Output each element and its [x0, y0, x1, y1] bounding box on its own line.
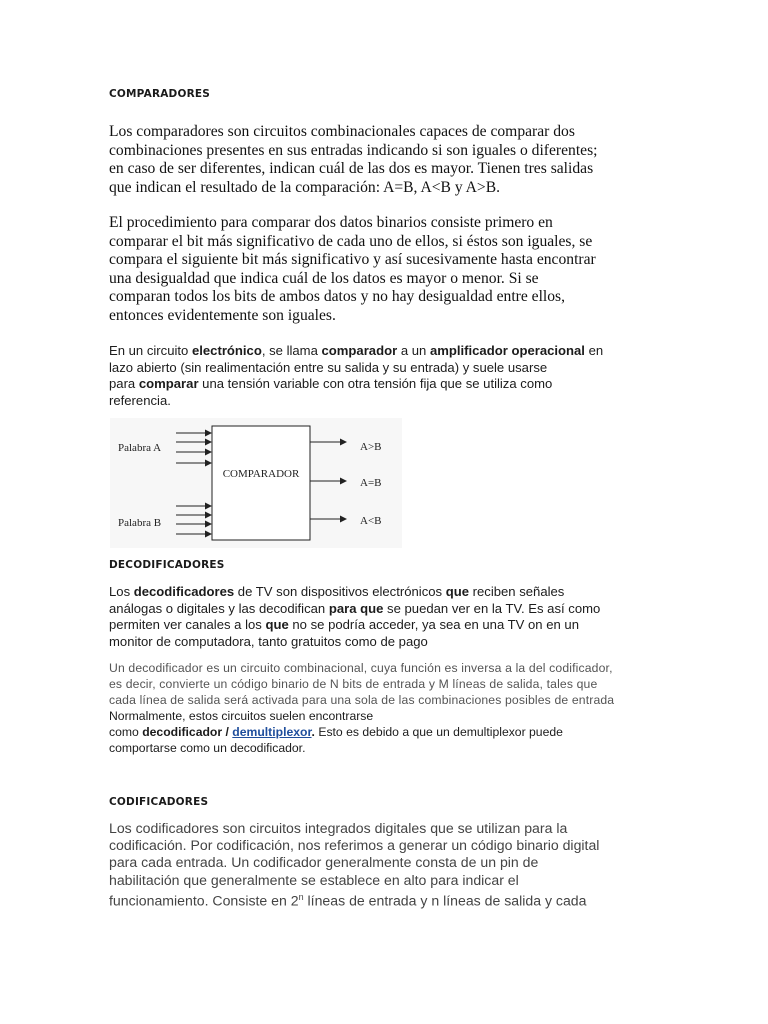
- input-b-label: Palabra B: [118, 517, 162, 529]
- bold-term: que: [445, 584, 469, 599]
- text-line: entonces evidentemente son iguales.: [109, 306, 336, 324]
- text-run: reciben señales: [469, 584, 565, 599]
- text-line: una desigualdad que indica cuál de los datos es mayor o menor. Si se: [109, 269, 539, 287]
- bold-term: electrónico: [191, 343, 262, 358]
- bold-term: decodificador: [142, 725, 223, 739]
- text-line: El procedimiento para comparar dos datos binarios consiste primero en: [109, 214, 553, 231]
- comparadores-paragraph-2: [109, 214, 596, 326]
- bold-term: que: [265, 617, 289, 633]
- text-run: análogas o digitales y las decodifican: [109, 600, 329, 616]
- text-run: como: [109, 725, 143, 739]
- demultiplexor-link[interactable]: demultiplexor: [232, 725, 312, 739]
- text-line: [109, 376, 603, 393]
- text-line: combinaciones presentes en sus entradas indicando si son iguales o diferentes;: [109, 141, 598, 159]
- bold-term: para que: [328, 600, 384, 616]
- text-run: , se llama: [261, 343, 322, 358]
- text-run: no se podría acceder, ya sea en una TV on en un: [288, 617, 579, 633]
- heading-decodificadores: DECODIFICADORES: [109, 559, 225, 571]
- text-line: Un decodificador es un circuito combinacional, cuya función es inversa a la del codificador,: [109, 661, 613, 675]
- text-line: comparar el bit más significativo de cada uno de ellos, si éstos son iguales, se: [109, 232, 593, 250]
- bold-term: comparar: [138, 376, 199, 392]
- comparator-block-label: COMPARADOR: [222, 468, 300, 480]
- text-run: Los: [109, 584, 134, 599]
- text-run: a un: [397, 343, 430, 358]
- text-line: [109, 617, 600, 634]
- text-line: lazo abierto (sin realimentación entre su salida y su entrada) y suele usarse: [109, 359, 548, 375]
- text-run: una tensión variable con otra tensión fija que se utiliza como: [198, 376, 553, 392]
- text-line: codificación. Por codificación, nos referimos a generar un código binario digital: [109, 837, 600, 854]
- bold-term: decodificadores: [133, 584, 235, 599]
- text-line: Los codificadores son circuitos integrados digitales que se utilizan para la: [109, 820, 568, 836]
- heading-comparadores: COMPARADORES: [109, 88, 211, 100]
- text-run: de TV son dispositivos electrónicos: [234, 584, 446, 599]
- decodificadores-paragraph-1: [109, 584, 600, 650]
- text-run: En un circuito: [109, 343, 192, 358]
- text-line: Los comparadores son circuitos combinacionales capaces de comparar dos: [109, 123, 575, 140]
- output-gt-label: A>B: [360, 441, 382, 453]
- text-line: Normalmente, estos circuitos suelen encontrarse: [109, 709, 374, 723]
- text-line: que indican el resultado de la comparación: A=B, A<B y A>B.: [109, 178, 501, 196]
- text-line: comparan todos los bits de ambos datos y no hay desigualdad entre ellos,: [109, 288, 566, 306]
- codificadores-paragraph-1: [109, 820, 599, 910]
- superscript: n: [298, 891, 304, 902]
- text-run: en: [584, 343, 604, 358]
- text-run: se puedan ver en la TV. Es así como: [383, 600, 601, 616]
- text-line: para cada entrada. Un codificador generalmente consta de un pin de: [109, 854, 539, 871]
- text-line: [109, 343, 603, 360]
- text-line: comportarse como un decodificador.: [109, 741, 306, 755]
- output-eq-label: A=B: [360, 477, 382, 489]
- text-line: monitor de computadora, tanto gratuitos como de pago: [109, 633, 428, 649]
- bold-term: amplificador operacional: [429, 343, 585, 358]
- comparator-diagram: [110, 418, 402, 548]
- text-line: [109, 584, 600, 601]
- text-run: .: [311, 725, 315, 739]
- comparadores-paragraph-3: [109, 343, 603, 409]
- text-line: [109, 601, 600, 618]
- text-line: [109, 724, 563, 740]
- text-run: /: [222, 725, 233, 739]
- text-line: compara el siguiente bit más significativo y así sucesivamente hasta encontrar: [109, 251, 596, 269]
- text-line: habilitación que generalmente se establece en alto para indicar el: [109, 871, 519, 888]
- comparator-block: [212, 426, 310, 540]
- text-line: [109, 889, 599, 910]
- heading-codificadores: CODIFICADORES: [109, 796, 209, 808]
- text-run: funcionamiento. Consiste en 2: [109, 892, 299, 909]
- decodificadores-paragraph-3: [109, 708, 563, 756]
- bold-term: comparador: [321, 343, 398, 358]
- text-line: en caso de ser diferentes, indican cuál de las dos es mayor. Tienen tres salidas: [109, 160, 594, 178]
- comparadores-paragraph-1: [109, 123, 597, 197]
- input-a-label: Palabra A: [118, 442, 162, 454]
- text-run: para: [109, 376, 139, 392]
- text-run: líneas de entrada y n líneas de salida y cada: [303, 892, 587, 909]
- text-run: Esto es debido a que un demultiplexor puede: [314, 725, 563, 739]
- text-line: referencia.: [109, 392, 171, 408]
- text-line: cada línea de salida será activada para una sola de las combinaciones posibles de entrada: [109, 693, 615, 708]
- text-line: es decir, convierte un código binario de N bits de entrada y M líneas de salida, tales que: [109, 677, 598, 692]
- output-lt-label: A<B: [360, 515, 382, 527]
- decodificadores-paragraph-2: [109, 660, 614, 709]
- text-run: permiten ver canales a los: [109, 617, 266, 633]
